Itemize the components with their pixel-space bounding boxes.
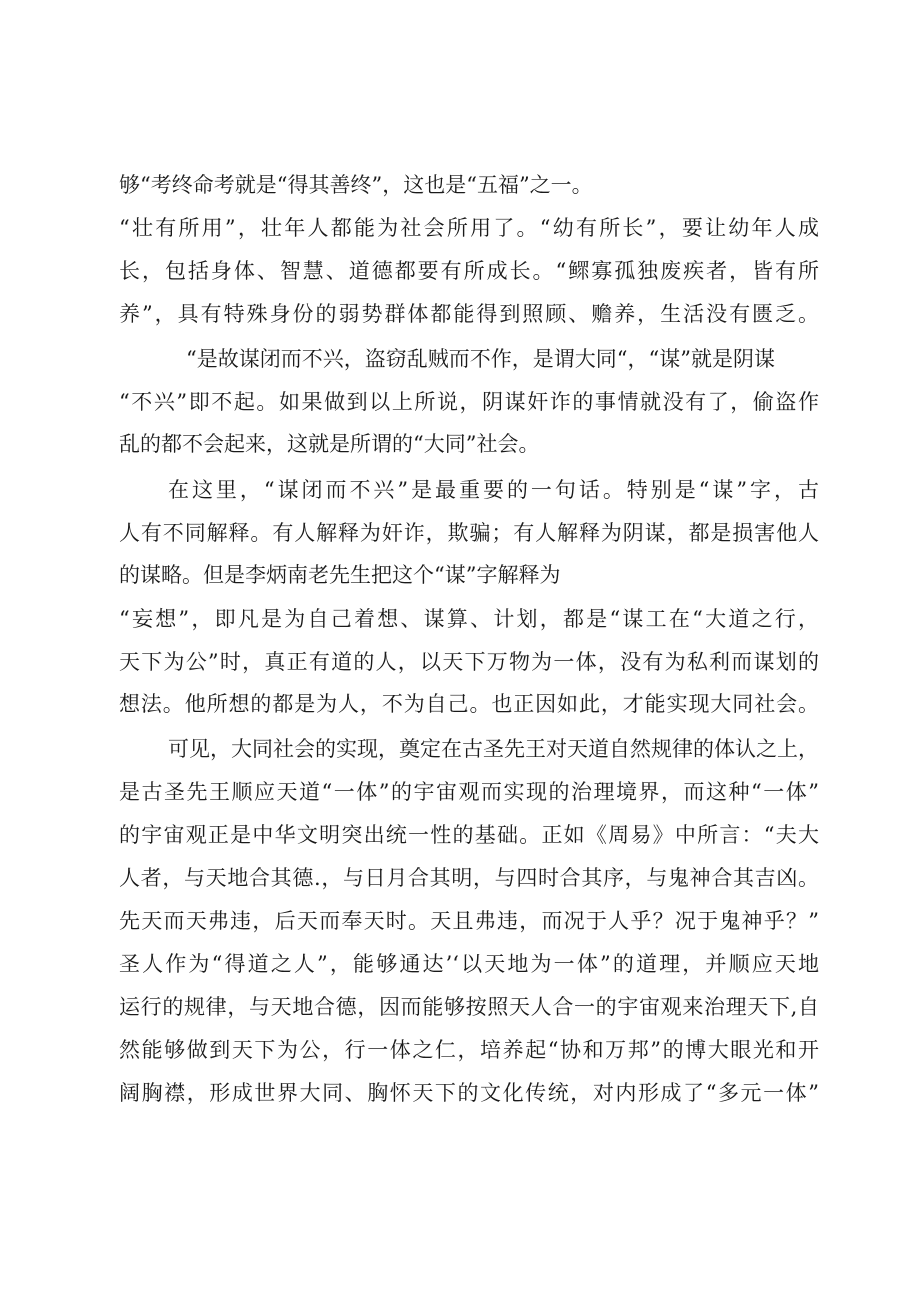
text-line-11: “妄想”，即凡是为自己着想、谋算、计划，都是“谋工在“大道之行， [119, 607, 819, 631]
text-line-9: 人有不同解释。有人解释为奸诈，欺骗；有人解释为阴谋，都是损害他人 [119, 521, 819, 545]
text-line-3: 长，包括身体、智慧、道德都要有所成长。“鳏寡孤独废疾者，皆有所 [119, 259, 819, 283]
text-line-12: 天下为公”时，真正有道的人，以天下万物为一体，没有为私利而谋划的 [119, 650, 819, 674]
text-line-7: 乱的都不会起来，这就是所谓的“大同”社会。 [119, 432, 540, 456]
text-line-2: “壮有所用”，壮年人都能为社会所用了。“幼有所长”，要让幼年人成 [119, 216, 819, 240]
text-line-1: 够“考终命考就是“得其善终”，这也是“五福”之一。 [119, 173, 593, 197]
text-line-17: 人者，与天地合其德.，与日月合其明，与四时合其序，与鬼神合其吉凶。 [119, 866, 819, 890]
text-line-18: 先天而天弗违，后天而奉天时。天且弗违，而况于人乎？况于鬼神乎？” [119, 909, 819, 933]
text-line-22: 阔胸襟，形成世界大同、胸怀天下的文化传统，对内形成了“多元一体” [119, 1081, 819, 1105]
text-line-4: 养”，具有特殊身份的弱势群体都能得到照顾、赡养，生活没有匮乏。 [119, 302, 819, 326]
text-line-20: 运行的规律，与天地合德，因而能够按照天人合一的宇宙观来治理天下,自 [119, 995, 819, 1019]
text-line-14: 可见，大同社会的实现，奠定在古圣先王对天道自然规律的体认之上， [168, 737, 819, 761]
text-line-16: 的宇宙观正是中华文明突出统一性的基础。正如《周易》中所言：“夫大 [119, 823, 819, 847]
text-line-15: 是古圣先王顺应天道“一体”的宇宙观而实现的治理境界，而这种“一体” [119, 780, 819, 804]
text-line-6: “不兴”即不起。如果做到以上所说，阴谋奸诈的事情就没有了，偷盗作 [119, 390, 819, 414]
text-line-13: 想法。他所想的都是为人，不为自己。也正因如此，才能实现大同社会。 [119, 692, 819, 716]
text-line-10: 的谋略。但是李炳南老先生把这个“谋”字解释为 [119, 563, 561, 587]
text-line-21: 然能够做到天下为公，行一体之仁，培养起“协和万邦”的博大眼光和开 [119, 1038, 819, 1062]
text-line-19: 圣人作为“得道之人”，能够通达’‘以天地为一体”的道理，并顺应天地 [119, 952, 819, 976]
text-line-5: “是故谋闭而不兴，盗窃乱贼而不作，是谓大同“，“谋”就是阴谋 [186, 347, 775, 371]
text-line-8: 在这里，“谋闭而不兴”是最重要的一句话。特别是“谋”字，古 [168, 478, 819, 502]
